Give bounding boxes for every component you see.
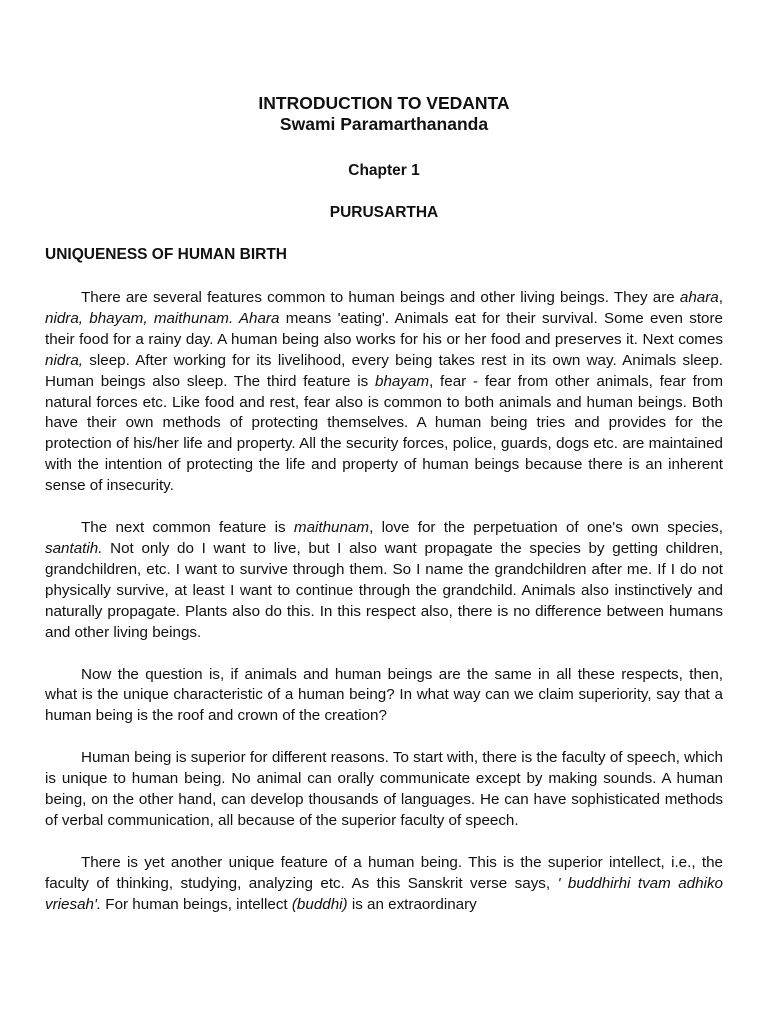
paragraph-text: There is yet another unique feature of a human being. This is the superior intellect, i.e., the faculty of thinking, studying, analyzing etc. As this Sanskrit verse says, bbox=[45, 853, 723, 892]
paragraph-text: , fear - fear from other animals, fear from natural forces etc. Like food and rest, fear also is common to both animals and human beings. Both have their own methods of protecting themselves. A human being tries and provides for the protection of his/her life and property. All the security forces, police, guards, dogs etc. are maintained with the intention of protecting the life and property of human beings because there is an inherent sense of insecurity. bbox=[45, 372, 723, 495]
italic-term: (buddhi) bbox=[291, 895, 348, 913]
italic-term: santatih. bbox=[45, 539, 103, 557]
paragraph-text: Human being is superior for different reasons. To start with, there is the faculty of speech, which is unique to human being. No animal can orally communicate except by making sounds. A human being, on the other hand, can develop thousands of languages. He can have sophisticated methods of verbal communication, all because of the superior faculty of speech. bbox=[45, 749, 723, 829]
paragraph-text: The next common feature is bbox=[81, 519, 294, 537]
body-paragraph bbox=[45, 748, 723, 832]
paragraph-text: , love for the perpetuation of one's own species, bbox=[369, 519, 723, 537]
paragraph-text: is an extraordinary bbox=[347, 895, 477, 913]
italic-term: nidra, bbox=[45, 351, 83, 369]
paragraph-text: For human beings, intellect bbox=[101, 895, 292, 913]
paragraph-text: , bbox=[718, 289, 723, 306]
body-paragraph bbox=[45, 853, 723, 916]
chapter-title: PURUSARTHA bbox=[329, 204, 439, 221]
body-paragraph bbox=[45, 288, 723, 497]
document-title: INTRODUCTION TO VEDANTA bbox=[258, 93, 510, 113]
italic-term: maithunam bbox=[293, 519, 370, 537]
italic-term: nidra, bhayam, maithunam. Ahara bbox=[45, 309, 280, 327]
italic-term: ' buddhirhi tvam adhiko vriesah'. bbox=[45, 874, 723, 913]
paragraph-text: means 'eating'. Animals eat for their survival. Some even store their food for a rainy day. A human being also works for his or her food and preserves it. Next comes bbox=[45, 309, 723, 348]
italic-term: ahara bbox=[679, 289, 719, 306]
paragraph-text: There are several features common to human beings and other living beings. They are bbox=[81, 289, 680, 306]
body-paragraph bbox=[45, 518, 723, 643]
chapter-number: Chapter 1 bbox=[348, 162, 420, 179]
section-heading: UNIQUENESS OF HUMAN BIRTH bbox=[45, 246, 287, 263]
document-author: Swami Paramarthananda bbox=[279, 114, 489, 134]
paragraph-text: Not only do I want to live, but I also want propagate the species by getting children, grandchildren, etc. I want to survive through them. So I name the grandchildren after me. If I do not physically survive, at least I want to continue through the grandchild. Animals also instinctively and naturally propagate. Plants also do this. In this respect also, there is no difference between humans and other living beings. bbox=[45, 539, 723, 641]
body-paragraph bbox=[45, 665, 723, 728]
paragraph-text: Now the question is, if animals and human beings are the same in all these respects, then, what is the unique characteristic of a human being? In what way can we claim superiority, say that a human being is the roof and crown of the creation? bbox=[45, 665, 723, 725]
italic-term: bhayam bbox=[375, 372, 430, 390]
paragraph-text: sleep. After working for its livelihood, every being takes rest in its own way. Animals sleep. Human beings also sleep. The third feature is bbox=[45, 351, 723, 390]
